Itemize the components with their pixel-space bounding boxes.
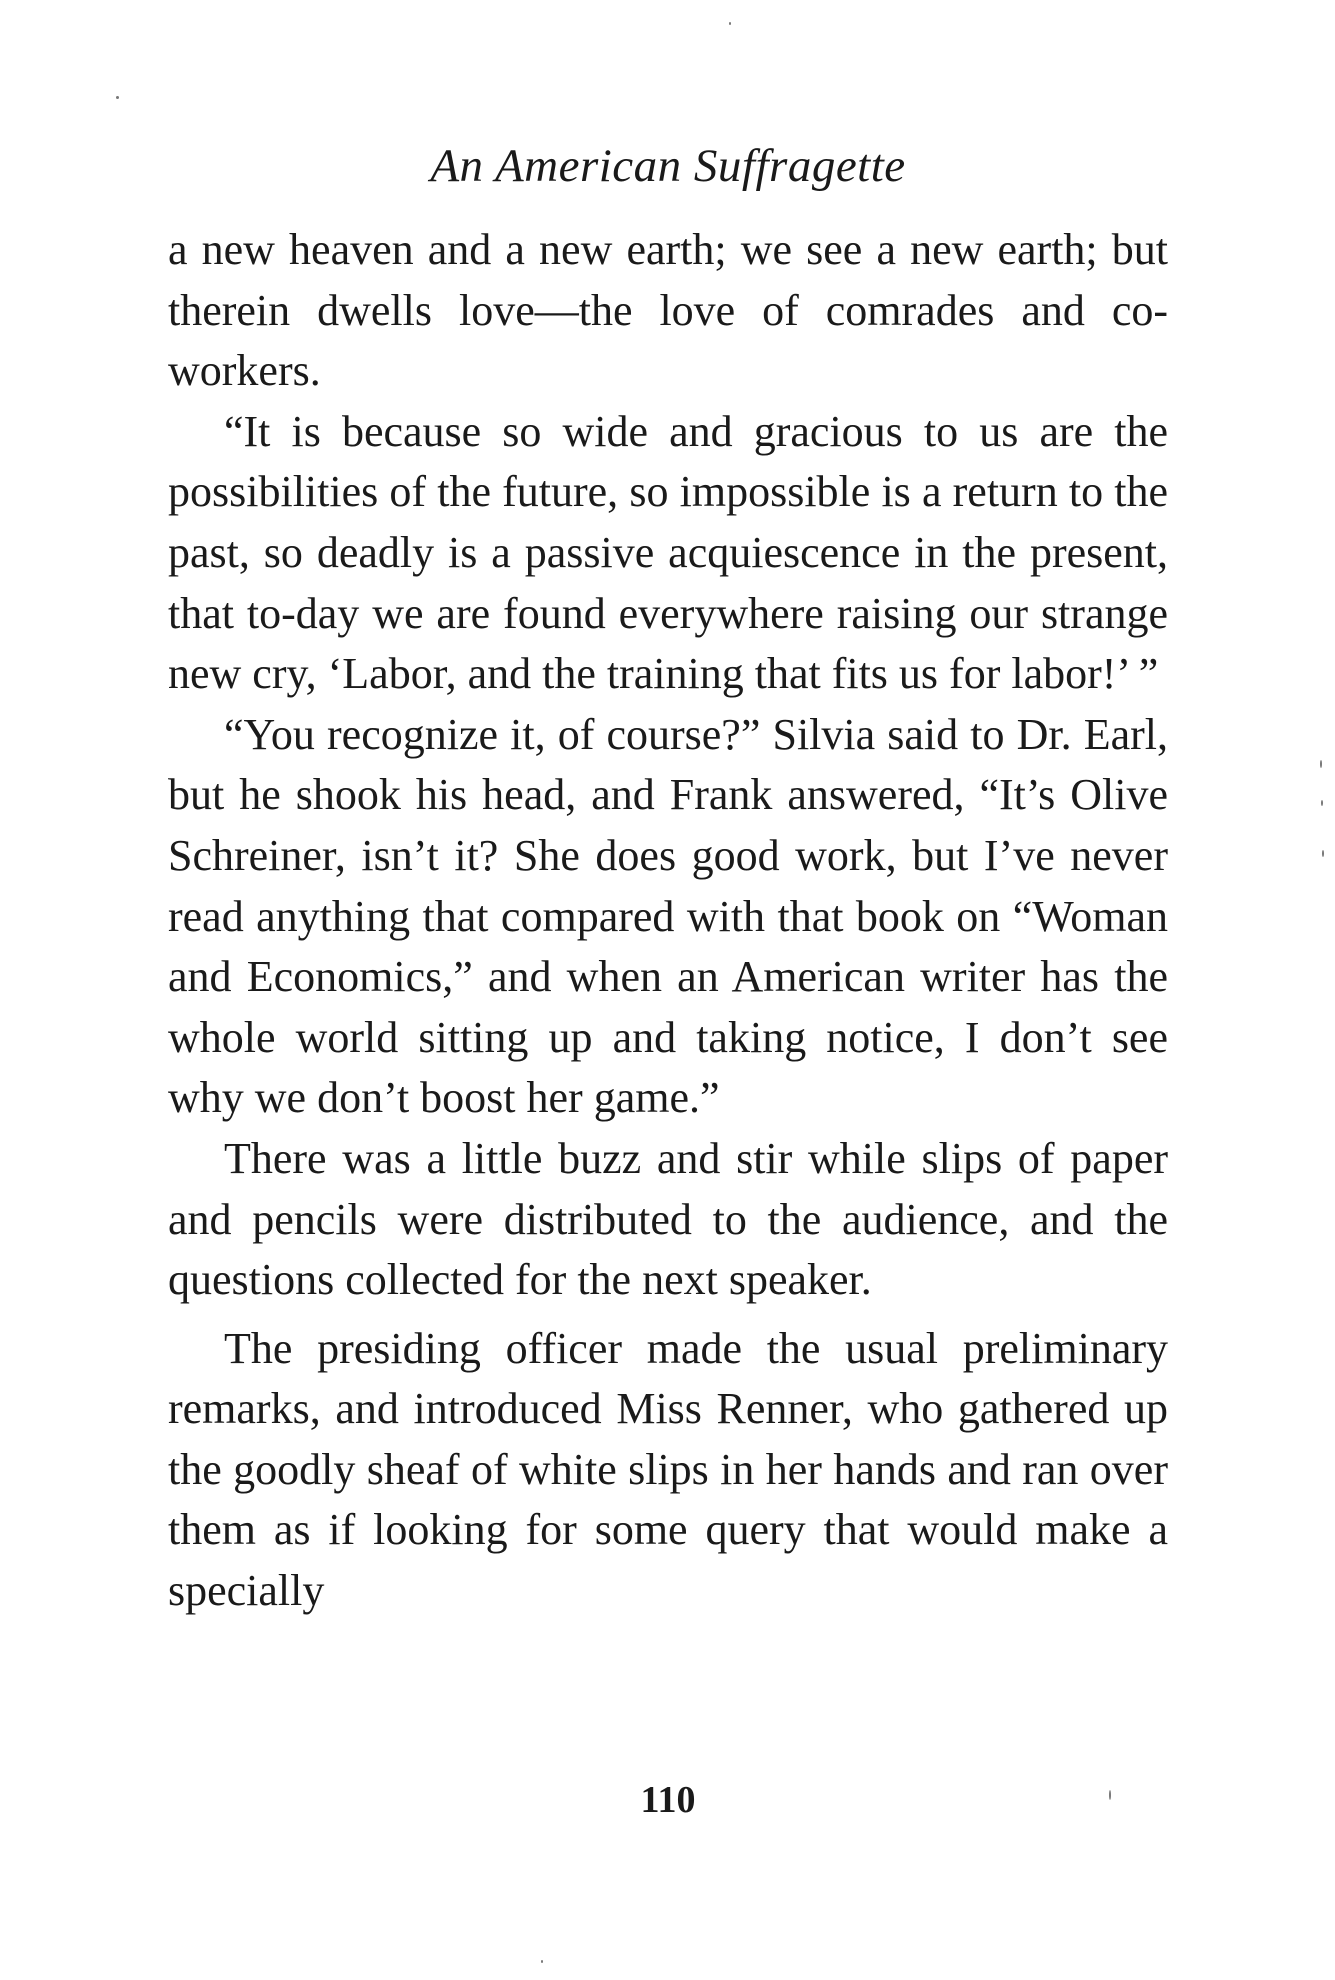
running-head: An American Suffragette [430, 140, 906, 192]
scan-speck [729, 22, 731, 25]
paragraph-2: “It is because so wide and gracious to us are the possibilities of the future, so impossible is a return to the past, so deadly is a passive acquiescence in the present, that to-day we are found everywhere raising our strange new cry, ‘Labor, and the training that fits us for labor!’ ” [168, 406, 1168, 699]
scan-speck [116, 96, 119, 99]
scan-speck [1320, 760, 1322, 768]
page-number: 110 [640, 1779, 696, 1821]
paragraph-1: a new heaven and a new earth; we see a new earth; but therein dwells love—the love of comrades and co-workers. [168, 225, 1168, 396]
scan-speck [541, 1960, 543, 1963]
paragraph-3: “You recognize it, of course?” Silvia said to Dr. Earl, but he shook his head, and Frank answered, “It’s Olive Schreiner, isn’t it? She does good work, but I’ve never read anything that compared with that book on “Woman and Economics,” and when an American writer has the whole world sitting up and taking notice, I don’t see why we don’t boost her game.” [168, 709, 1168, 1123]
scan-speck [1109, 1790, 1111, 1800]
paragraph-5: The presiding officer made the usual preliminary remarks, and introduced Miss Renner, who gathered up the goodly sheaf of white slips in her hands and ran over them as if looking for some query that would make a specially [168, 1323, 1168, 1616]
scan-speck [1321, 800, 1323, 806]
scan-speck [1322, 850, 1324, 857]
paragraph-4: There was a little buzz and stir while slips of paper and pencils were distributed to the audience, and the questions collected for the next speaker. [168, 1133, 1168, 1305]
body-text [168, 220, 1168, 1622]
